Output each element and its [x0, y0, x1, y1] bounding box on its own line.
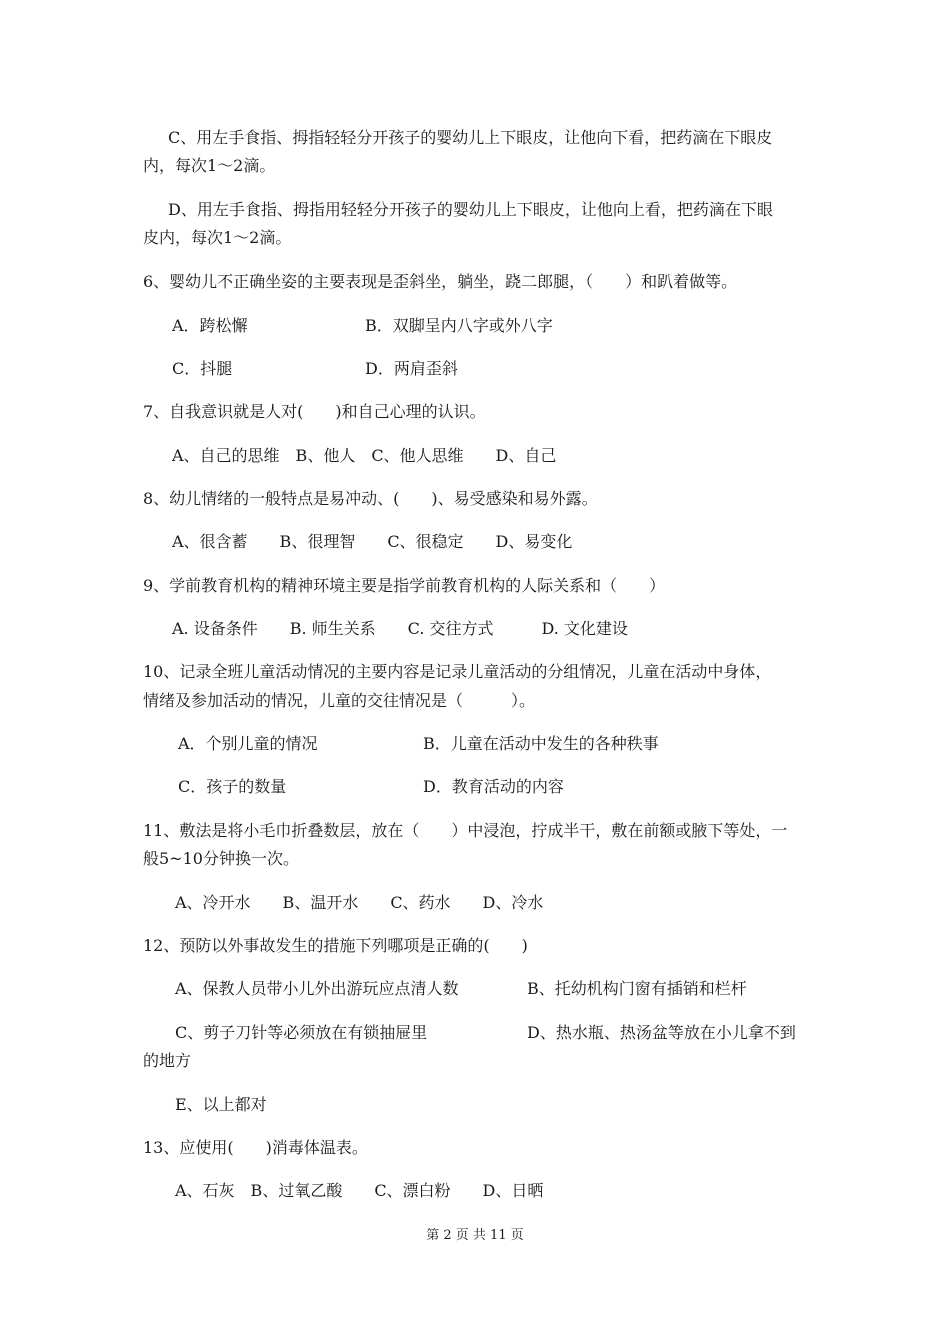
q9-stem: 9、学前教育机构的精神环境主要是指学前教育机构的人际关系和（ ）	[143, 576, 666, 595]
q6-option-c: C．抖腿	[172, 359, 233, 378]
q6-option-d: D．两肩歪斜	[365, 359, 458, 378]
q12-option-e: E、以上都对	[175, 1095, 267, 1114]
q7-stem: 7、自我意识就是人对( )和自己心理的认识。	[143, 402, 486, 421]
q12-option-b: B、托幼机构门窗有插销和栏杆	[527, 979, 747, 998]
q10-option-c: C．孩子的数量	[178, 777, 287, 796]
q10-option-a: A．个别儿童的情况	[178, 734, 318, 753]
q5-option-c-line1: C、用左手食指、拇指轻轻分开孩子的婴幼儿上下眼皮，让他向下看，把药滴在下眼皮	[168, 128, 773, 147]
q11-stem-line2: 般5~10分钟换一次。	[143, 849, 299, 868]
q10-stem-line1: 10、记录全班儿童活动情况的主要内容是记录儿童活动的分组情况，儿童在活动中身体，	[143, 662, 772, 681]
q8-options: A、很含蓄 B、很理智 C、很稳定 D、易变化	[172, 532, 573, 551]
page-footer: 第 2 页 共 11 页	[426, 1228, 524, 1243]
q6-option-b: B．双脚呈内八字或外八字	[365, 316, 553, 335]
q8-stem: 8、幼儿情绪的一般特点是易冲动、( )、易受感染和易外露。	[143, 489, 598, 508]
q11-options: A、冷开水 B、温开水 C、药水 D、冷水	[175, 893, 544, 912]
q11-stem-line1: 11、敷法是将小毛巾折叠数层，放在（ ）中浸泡，拧成半干，敷在前额或腋下等处，一	[143, 821, 788, 840]
q6-option-a: A．跨松懈	[172, 316, 248, 335]
q5-option-c-line2: 内，每次1～2滴。	[143, 156, 276, 175]
q5-option-d-line2: 皮内，每次1～2滴。	[143, 228, 292, 247]
q12-option-d-line1: D、热水瓶、热汤盆等放在小儿拿不到	[527, 1023, 796, 1042]
q5-option-d-line1: D、用左手食指、拇指用轻轻分开孩子的婴幼儿上下眼皮，让他向上看，把药滴在下眼	[168, 200, 773, 219]
q7-options: A、自己的思维 B、他人 C、他人思维 D、自己	[172, 446, 557, 465]
q6-stem: 6、婴幼儿不正确坐姿的主要表现是歪斜坐，躺坐，跷二郎腿，（ ）和趴着做等。	[143, 272, 738, 291]
q12-option-c: C、剪子刀针等必须放在有锁抽屉里	[175, 1023, 428, 1042]
q10-option-d: D．教育活动的内容	[423, 777, 564, 796]
q9-options: A. 设备条件 B. 师生关系 C. 交往方式 D. 文化建设	[172, 619, 628, 638]
q13-options: A、石灰 B、过氧乙酸 C、漂白粉 D、日晒	[175, 1181, 544, 1200]
q12-option-d-line2: 的地方	[143, 1051, 192, 1070]
q10-stem-line2: 情绪及参加活动的情况，儿童的交往情况是（ ）。	[143, 691, 536, 710]
q12-stem: 12、预防以外事故发生的措施下列哪项是正确的( )	[143, 936, 528, 955]
q13-stem: 13、应使用( )消毒体温表。	[143, 1138, 368, 1157]
q10-option-b: B．儿童在活动中发生的各种秩事	[423, 734, 659, 753]
q12-option-a: A、保教人员带小儿外出游玩应点清人数	[175, 979, 459, 998]
